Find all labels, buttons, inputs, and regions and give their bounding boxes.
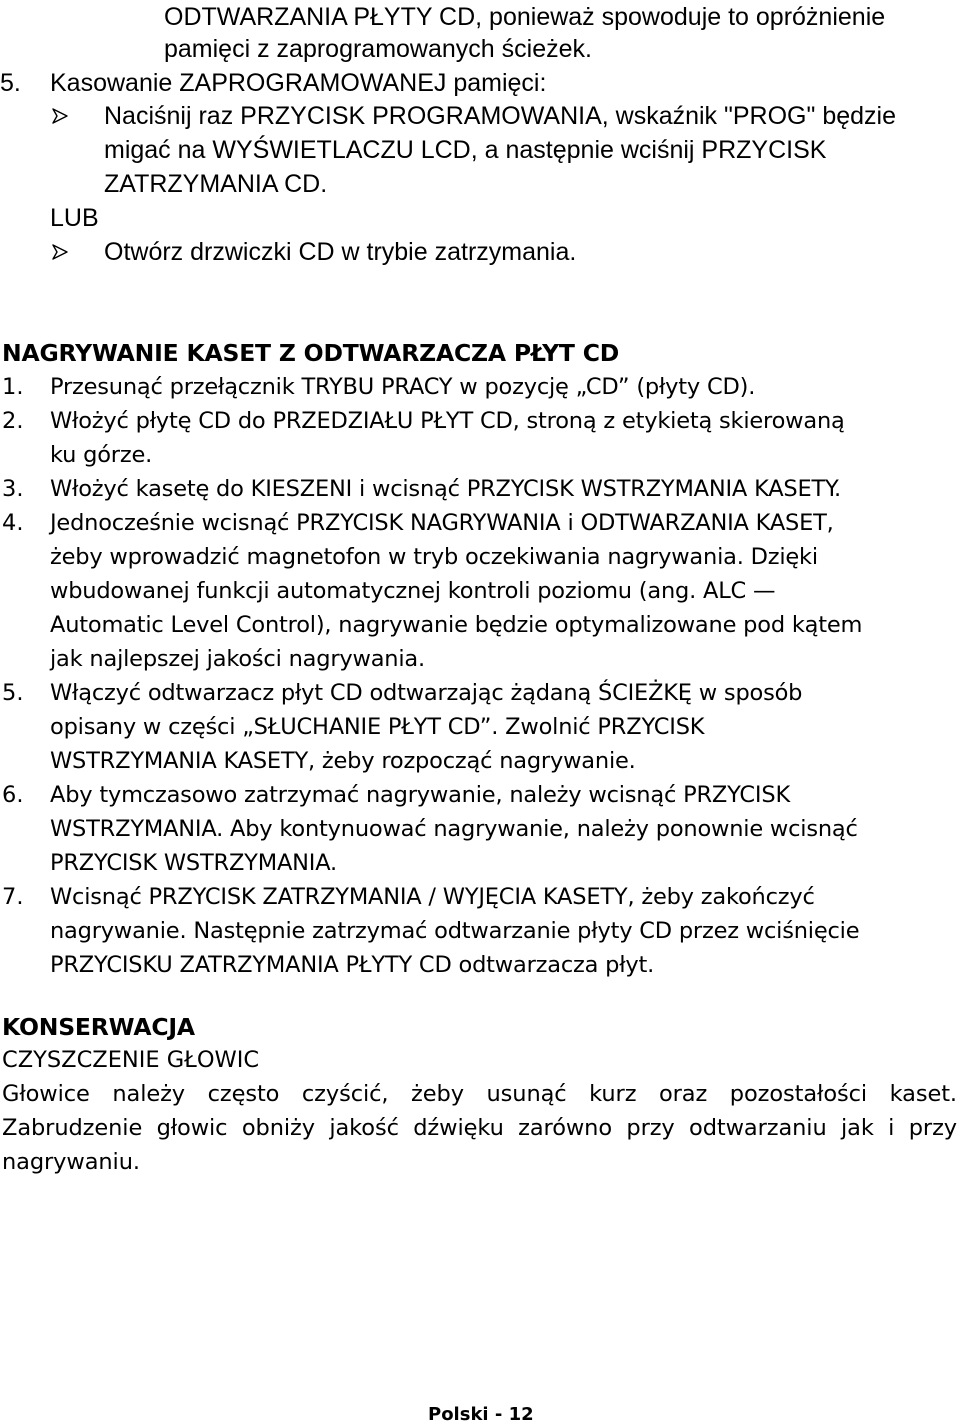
step-number: 6. [2, 782, 24, 808]
bullet-line: ZATRZYMANIA CD. [104, 170, 328, 198]
step-number: 4. [2, 510, 24, 536]
step-line: Przesunąć przełącznik TRYBU PRACY w pozycję „CD” (płyty CD). [50, 374, 756, 400]
step-line: nagrywanie. Następnie zatrzymać odtwarzanie płyty CD przez wciśnięcie [50, 918, 860, 944]
step-line: ku górze. [50, 442, 153, 468]
intro-line: ODTWARZANIA PŁYTY CD, ponieważ spowoduje to opróżnienie [164, 3, 886, 31]
step-number: 5. [2, 680, 24, 706]
step-line: PRZYCISKU ZATRZYMANIA PŁYTY CD odtwarzacza płyt. [50, 952, 655, 978]
step-line: żeby wprowadzić magnetofon w tryb oczekiwania nagrywania. Dzięki [50, 544, 818, 570]
step-number: 7. [2, 884, 24, 910]
step-number: 5. [0, 69, 21, 97]
step-line: Włączyć odtwarzacz płyt CD odtwarzając żądaną ŚCIEŻKĘ w sposób [50, 680, 803, 706]
arrow-bullet-icon [52, 101, 68, 135]
step-line: Jednocześnie wcisnąć PRZYCISK NAGRYWANIA i ODTWARZANIA KASET, [50, 510, 834, 536]
step-line: jak najlepszej jakości nagrywania. [50, 646, 425, 672]
footer-text: Polski - 12 [428, 1404, 534, 1425]
bullet-line: migać na WYŚWIETLACZU LCD, a następnie wciśnij PRZYCISK [104, 136, 827, 164]
step-line: Wcisnąć PRZYCISK ZATRZYMANIA / WYJĘCIA KASETY, żeby zakończyć [50, 884, 815, 910]
step-line: opisany w części „SŁUCHANIE PŁYT CD”. Zwolnić PRZYCISK [50, 714, 705, 740]
step-line: Włożyć kasetę do KIESZENI i wcisnąć PRZYCISK WSTRZYMANIA KASETY. [50, 476, 841, 502]
step-line: wbudowanej funkcji automatycznej kontroli poziomu (ang. ALC — [50, 578, 776, 604]
step-number: 1. [2, 374, 24, 400]
arrow-bullet-icon [52, 237, 68, 271]
or-label: LUB [50, 204, 99, 232]
step-line: Aby tymczasowo zatrzymać nagrywanie, należy wcisnąć PRZYCISK [50, 782, 790, 808]
step-number: 2. [2, 408, 24, 434]
step-line: PRZYCISK WSTRZYMANIA. [50, 850, 337, 876]
paragraph: Głowice należy często czyścić, żeby usunąć kurz oraz pozostałości kaset. Zabrudzenie głowic obniży jakość dźwięku zarówno przy odtwarzaniu jak i przy nagrywaniu. [2, 1081, 957, 1175]
step-number: 3. [2, 476, 24, 502]
step-line: WSTRZYMANIA KASETY, żeby rozpocząć nagrywanie. [50, 748, 636, 774]
step-line: Włożyć płytę CD do PRZEDZIAŁU PŁYT CD, stroną z etykietą skierowaną [50, 408, 845, 434]
intro-line: pamięci z zaprogramowanych ścieżek. [164, 35, 592, 63]
bullet-line: Naciśnij raz PRZYCISK PROGRAMOWANIA, wskaźnik "PROG" będzie [104, 102, 896, 130]
section-heading: KONSERWACJA [2, 1013, 195, 1041]
bullet-line: Otwórz drzwiczki CD w trybie zatrzymania. [104, 238, 577, 266]
section-heading: NAGRYWANIE KASET Z ODTWARZACZA PŁYT CD [2, 339, 620, 367]
step-title: Kasowanie ZAPROGRAMOWANEJ pamięci: [50, 69, 547, 97]
step-line: WSTRZYMANIA. Aby kontynuować nagrywanie, należy ponownie wcisnąć [50, 816, 858, 842]
page-footer [428, 1402, 534, 1428]
subheading: CZYSZCZENIE GŁOWIC [2, 1047, 260, 1073]
step-line: Automatic Level Control), nagrywanie będzie optymalizowane pod kątem [50, 612, 863, 638]
